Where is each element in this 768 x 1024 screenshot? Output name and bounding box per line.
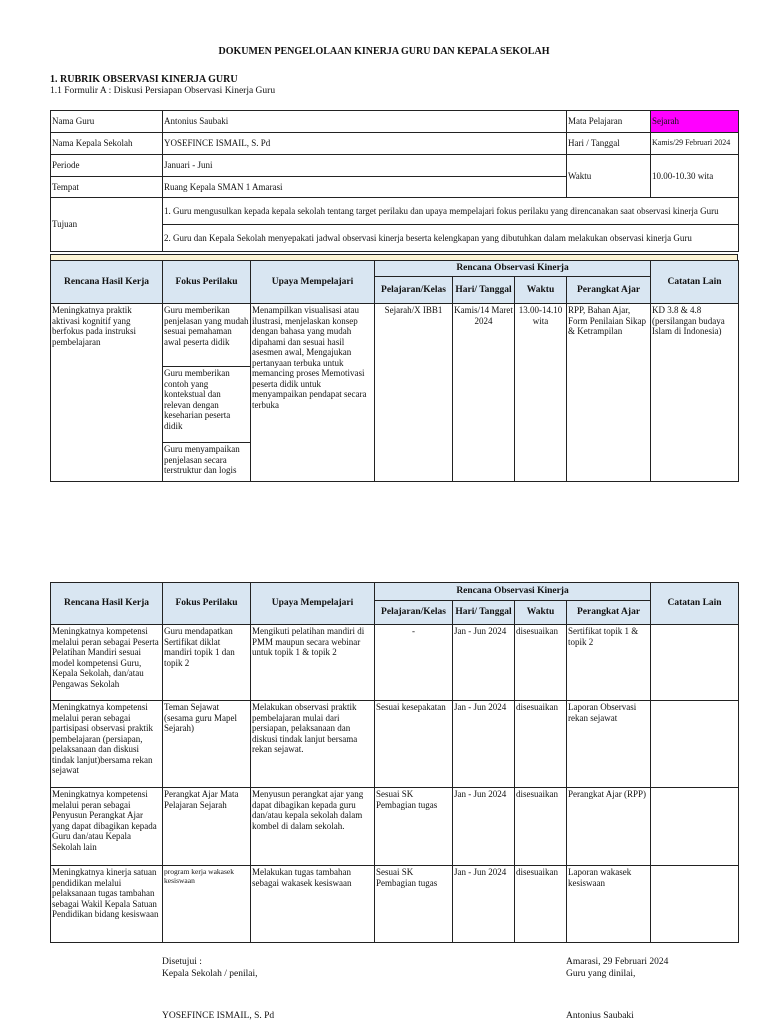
t2-kelas: Sesuai kesepakatan	[375, 701, 453, 788]
header-hari: Hari/ Tanggal	[453, 601, 515, 625]
header-perangkat: Perangkat Ajar	[567, 277, 651, 304]
document-title: DOKUMEN PENGELOLAAN KINERJA GURU DAN KEPALA SEKOLAH	[218, 46, 550, 57]
t2-perangkat: Laporan Observasi rekan sejawat	[567, 701, 651, 788]
t2-perangkat: Laporan wakasek kesiswaan	[567, 866, 651, 943]
header-rencana: Rencana Observasi Kinerja	[375, 261, 651, 277]
tempat-value: Ruang Kepala SMAN 1 Amarasi	[163, 177, 567, 198]
t2-rhk: Meningkatnya kompetensi melalui peran sebagai Penyusun Perangkat Ajar yang dapat dibagikan kepada Guru dan/atau Kepala Sekolah lain	[51, 788, 163, 866]
header-perangkat: Perangkat Ajar	[567, 601, 651, 625]
t1-kelas: Sejarah/X IBB1	[375, 304, 453, 482]
header-upaya: Upaya Mempelajari	[251, 261, 375, 304]
t2-catatan	[651, 866, 739, 943]
periode-label: Periode	[51, 155, 163, 177]
hari-value: Kamis/29 Februari 2024	[651, 133, 739, 155]
header-fokus: Fokus Perilaku	[163, 261, 251, 304]
t2-waktu: disesuaikan	[515, 625, 567, 701]
approver-name: YOSEFINCE ISMAIL, S. Pd	[162, 1011, 275, 1021]
tujuan-item-1: 1. Guru mengusulkan kepada kepala sekolah tentang target perilaku dan upaya mempelajari fokus perilaku yang direncanakan saat observasi kinerja Guru	[163, 198, 739, 225]
header-rhk: Rencana Hasil Kerja	[51, 261, 163, 304]
t2-rhk: Meningkatnya kinerja satuan pendidikan melalui pelaksanaan tugas tambahan sebagai Wakil Kepala Satuan Pendidikan bidang kesiswaan	[51, 866, 163, 943]
t1-upaya: Menampilkan visualisasi atau ilustrasi, menjelaskan konsep dengan bahasa yang mudah dipahami dan sesuai hasil asesmen awal, Mengajukan pertanyaan terbuka untuk memancing proses Memotivasi peserta didik untuk menyampaikan pendapat secara terbuka	[251, 304, 375, 482]
t2-catatan	[651, 625, 739, 701]
subsection-title: 1.1 Formulir A : Diskusi Persiapan Observasi Kinerja Guru	[50, 86, 276, 96]
t2-fokus: Guru mendapatkan Sertifikat diklat mandiri topik 1 dan topik 2	[163, 625, 251, 701]
header-catatan: Catatan Lain	[651, 583, 739, 625]
waktu-value: 10.00-10.30 wita	[651, 155, 739, 198]
t1-hari: Kamis/14 Maret 2024	[453, 304, 515, 482]
t2-hari: Jan - Jun 2024	[453, 625, 515, 701]
signature-left	[162, 956, 258, 980]
header-upaya: Upaya Mempelajari	[251, 583, 375, 625]
header-waktu: Waktu	[515, 601, 567, 625]
t2-waktu: disesuaikan	[515, 866, 567, 943]
t1-rhk: Meningkatnya praktik aktivasi kognitif yang berfokus pada instruksi pembelajaran	[51, 304, 163, 482]
teacher-role: Guru yang dinilai,	[566, 969, 636, 979]
t2-fokus: program kerja wakasek kesiswaan	[163, 866, 251, 943]
t1-catatan: KD 3.8 & 4.8 (persilangan budaya Islam di Indonesia)	[651, 304, 739, 482]
t2-fokus: Perangkat Ajar Mata Pelajaran Sejarah	[163, 788, 251, 866]
t1-waktu: 13.00-14.10 wita	[515, 304, 567, 482]
periode-value: Januari - Juni	[163, 155, 567, 177]
t2-fokus: Teman Sejawat (sesama guru Mapel Sejarah)	[163, 701, 251, 788]
kepsek-value: YOSEFINCE ISMAIL, S. Pd	[163, 133, 567, 155]
t2-kelas: Sesuai SK Pembagian tugas	[375, 866, 453, 943]
section-title: 1. RUBRIK OBSERVASI KINERJA GURU	[50, 74, 238, 85]
approver-role: Kepala Sekolah / penilai,	[162, 969, 258, 979]
header-rhk: Rencana Hasil Kerja	[51, 583, 163, 625]
hari-label: Hari / Tanggal	[567, 133, 651, 155]
observation-plan-table-1	[50, 260, 739, 482]
header-hari: Hari/ Tanggal	[453, 277, 515, 304]
header-fokus: Fokus Perilaku	[163, 583, 251, 625]
header-catatan: Catatan Lain	[651, 261, 739, 304]
approval-label: Disetujui :	[162, 957, 202, 967]
t2-hari: Jan - Jun 2024	[453, 788, 515, 866]
t2-upaya: Mengikuti pelatihan mandiri di PMM maupun secara webinar untuk topik 1 & topik 2	[251, 625, 375, 701]
t2-kelas: Sesuai SK Pembagian tugas	[375, 788, 453, 866]
table-row	[51, 701, 739, 788]
t2-hari: Jan - Jun 2024	[453, 701, 515, 788]
t2-waktu: disesuaikan	[515, 788, 567, 866]
nama-guru-label: Nama Guru	[51, 111, 163, 133]
nama-guru-value: Antonius Saubaki	[163, 111, 567, 133]
t1-fokus-2: Guru memberikan contoh yang kontekstual dan relevan dengan keseharian peserta didik	[163, 367, 251, 443]
header-waktu: Waktu	[515, 277, 567, 304]
table-row	[51, 625, 739, 701]
t1-perangkat: RPP, Bahan Ajar, Form Penilaian Sikap & Ketrampilan	[567, 304, 651, 482]
t2-upaya: Melakukan observasi praktik pembelajaran mulai dari persiapan, pelaksanaan dan diskusi tindak lanjut bersama rekan sejawat.	[251, 701, 375, 788]
t2-hari: Jan - Jun 2024	[453, 866, 515, 943]
kepsek-label: Nama Kepala Sekolah	[51, 133, 163, 155]
t2-kelas: -	[375, 625, 453, 701]
header-kelas: Pelajaran/Kelas	[375, 277, 453, 304]
tujuan-label: Tujuan	[51, 198, 163, 252]
place-date: Amarasi, 29 Februari 2024	[566, 957, 669, 967]
tujuan-item-2: 2. Guru dan Kepala Sekolah menyepakati jadwal observasi kinerja beserta kelengkapan yang dibutuhkan dalam melakukan observasi kinerja Guru	[163, 225, 739, 252]
t2-upaya: Menyusun perangkat ajar yang dapat dibagikan kepada guru dan/atau kepala sekolah dalam kombel di dalam sekolah.	[251, 788, 375, 866]
t1-fokus-3: Guru menyampaikan penjelasan secara terstruktur dan logis	[163, 443, 251, 482]
info-table	[50, 110, 739, 252]
t2-rhk: Meningkatnya kompetensi melalui peran sebagai Peserta Pelatihan Mandiri sesuai model kompetensi Guru, Kepala Sekolah, dan/atau Pengawas Sekolah	[51, 625, 163, 701]
mapel-value: Sejarah	[651, 111, 739, 133]
t2-upaya: Melakukan tugas tambahan sebagai wakasek kesiswaan	[251, 866, 375, 943]
header-kelas: Pelajaran/Kelas	[375, 601, 453, 625]
t2-rhk: Meningkatnya kompetensi melalui peran sebagai partisipasi observasi praktik pembelajaran (persiapan, pelaksanaan dan diskusi tindak lanjut)bersama rekan sejawat	[51, 701, 163, 788]
signature-right	[566, 956, 668, 980]
waktu-label: Waktu	[567, 155, 651, 198]
t2-waktu: disesuaikan	[515, 701, 567, 788]
t2-catatan	[651, 701, 739, 788]
observation-plan-table-2	[50, 582, 739, 943]
table-row	[51, 788, 739, 866]
t1-fokus-1: Guru memberikan penjelasan yang mudah sesuai pemahaman awal peserta didik	[163, 304, 251, 367]
t2-perangkat: Sertifikat topik 1 & topik 2	[567, 625, 651, 701]
table-row	[51, 866, 739, 943]
mapel-label: Mata Pelajaran	[567, 111, 651, 133]
t2-perangkat: Perangkat Ajar (RPP)	[567, 788, 651, 866]
header-rencana: Rencana Observasi Kinerja	[375, 583, 651, 601]
t2-catatan	[651, 788, 739, 866]
teacher-name: Antonius Saubaki	[566, 1011, 634, 1021]
tempat-label: Tempat	[51, 177, 163, 198]
